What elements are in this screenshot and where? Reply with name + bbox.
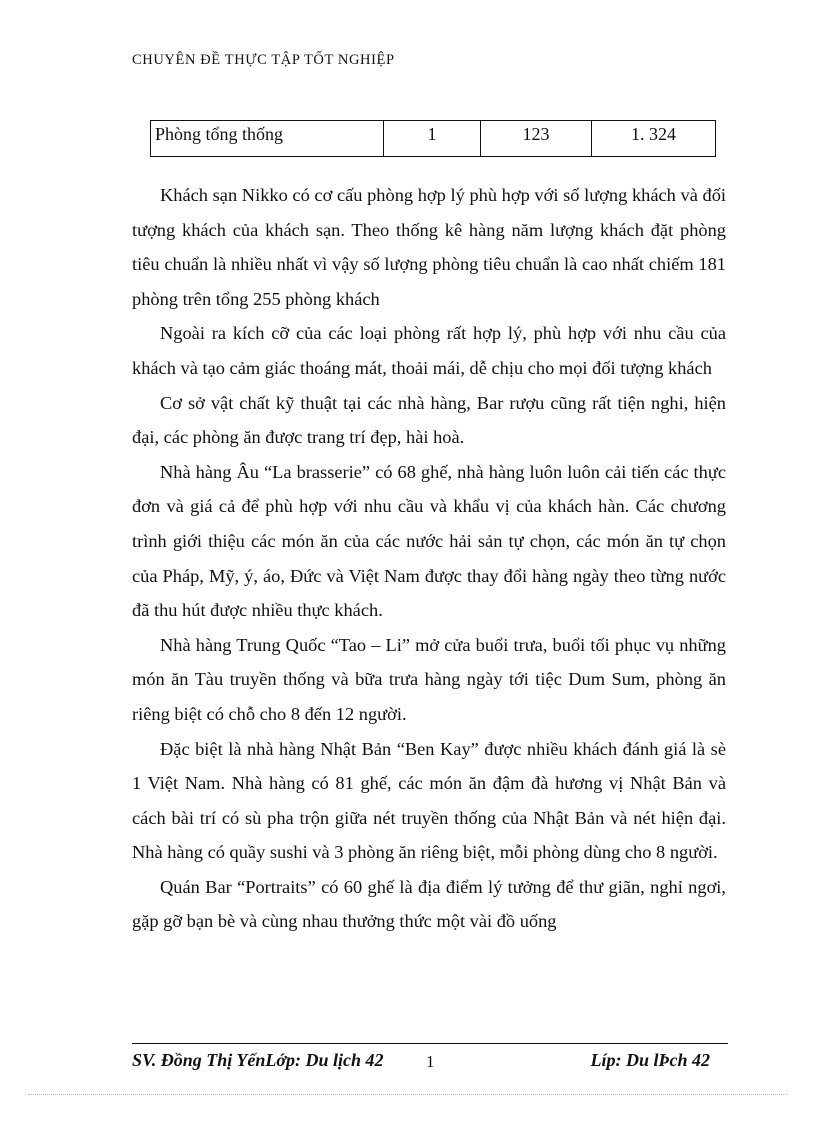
document-body (132, 178, 726, 939)
paragraph: Đặc biệt là nhà hàng Nhật Bản “Ben Kay” được nhiều khách đánh giá là sè 1 Việt Nam. Nhà hàng có 81 ghế, các món ăn đậm đà hương vị Nhật Bản và cách bài trí có sù pha trộn giữa nét truyền thống của Nhật Bản và nét hiện đại. Nhà hàng có quầy sushi và 3 phòng ăn riêng biệt, mỗi phòng dùng cho 8 người. (132, 738, 726, 863)
footer-student-info: SV. Đồng Thị YếnLớp: Du lịch 42 (132, 1050, 384, 1070)
paragraph: Khách sạn Nikko có cơ cấu phòng hợp lý phù hợp với số lượng khách và đối tượng khách của khách sạn. Theo thống kê hàng năm lượng khách đặt phòng tiêu chuẩn là nhiều nhất vì vậy số lượng phòng tiêu chuẩn là cao nhất chiếm 181 phòng trên tổng 255 phòng khách (132, 185, 726, 309)
page-edge-divider (28, 1094, 788, 1095)
page-number: 1 (426, 1052, 435, 1071)
paragraph: Quán Bar “Portraits” có 60 ghế là địa điểm lý tưởng để thư giãn, nghỉ ngơi, gặp gỡ bạn bè và cùng nhau thưởng thức một vài đồ uống (132, 876, 726, 932)
table-cell-area: 123 (481, 121, 592, 157)
footer-divider (132, 1043, 728, 1044)
footer-class-info: Líp: Du lÞch 42 (590, 1050, 710, 1070)
room-table (150, 120, 716, 157)
table-row (151, 121, 716, 157)
paragraph: Nhà hàng Âu “La brasserie” có 68 ghế, nhà hàng luôn luôn cải tiến các thực đơn và giá cả để phù hợp với nhu cầu và khẩu vị của khách hàn. Các chương trình giới thiệu các món ăn của các nước hải sản tự chọn, các món ăn tự chọn của Pháp, Mỹ, ý, áo, Đức và Việt Nam được thay đổi hàng ngày theo từng nước đã thu hút được nhiều thực khách. (132, 461, 726, 621)
page-footer (132, 1050, 710, 1074)
paragraph: Cơ sở vật chất kỹ thuật tại các nhà hàng, Bar rượu cũng rất tiện nghi, hiện đại, các phòng ăn được trang trí đẹp, hài hoà. (132, 392, 726, 448)
paragraph: Ngoài ra kích cỡ của các loại phòng rất hợp lý, phù hợp với nhu cầu của khách và tạo cảm giác thoáng mát, thoải mái, dễ chịu cho mọi đối tượng khách (132, 323, 726, 378)
table-cell-room-type: Phòng tổng thống (151, 121, 384, 157)
page-header-title: CHUYÊN ĐỀ THỰC TẬP TỐT NGHIỆP (132, 52, 395, 68)
table-cell-count: 1 (384, 121, 481, 157)
table-cell-price: 1. 324 (592, 121, 716, 157)
paragraph: Nhà hàng Trung Quốc “Tao – Li” mở cửa buổi trưa, buổi tối phục vụ những món ăn Tàu truyền thống và bữa trưa hàng ngày tới tiệc Dum Sum, phòng ăn riêng biệt có chỗ cho 8 đến 12 người. (132, 634, 726, 724)
